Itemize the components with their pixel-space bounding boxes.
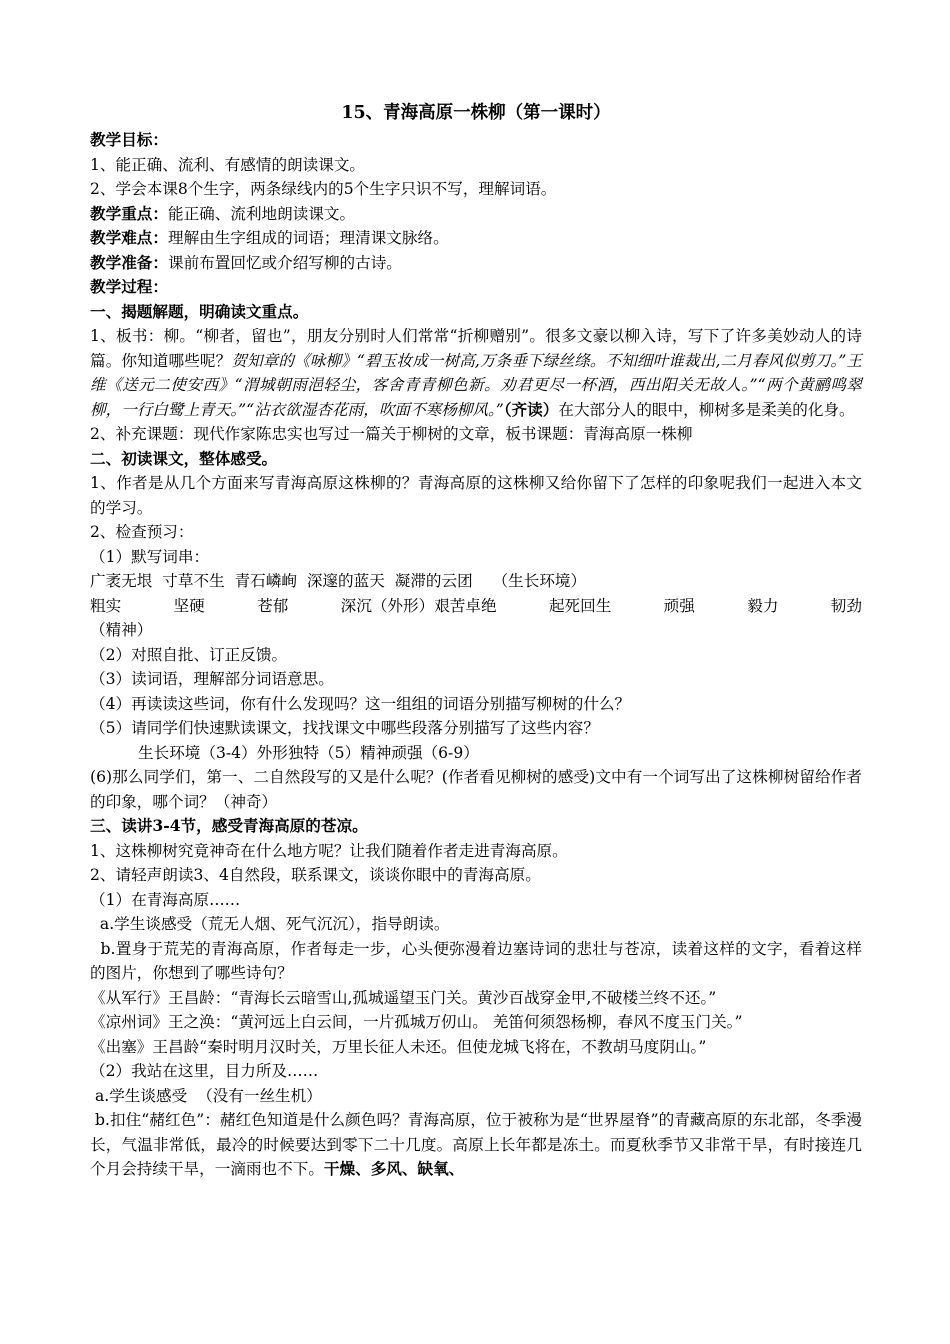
section-1-paragraph-1 — [90, 324, 862, 422]
document-title: 15、青海高原一株柳（第一课时） — [341, 103, 611, 123]
word-item: 粗实 — [90, 596, 122, 615]
s1-qidu: （齐读） — [503, 399, 559, 419]
word-item: 坚硬 — [173, 596, 205, 615]
s3-sub-2-b-text: b.扣住“赭红色”：赭红色知道是什么颜色吗？青海高原，位于被称为是“世界屋脊”的青藏高原的东北部，冬季漫长，气温非常低，最冷的时候要达到零下二十几度。高原上长年都是冻土。而夏秋季节又非常干旱，有时接连几个月会持续干旱，一滴雨也不下。 — [90, 1111, 862, 1178]
s1-p1-end: 在大部分人的眼中，柳树多是柔美的化身。 — [558, 400, 855, 419]
prep-label: 教学准备： — [90, 252, 168, 272]
diff-label: 教学难点： — [90, 228, 168, 247]
s2-sub-1: （1）默写词串： — [90, 547, 210, 566]
key-point — [90, 202, 862, 227]
goal-1: 1、能正确、流利、有感情的朗读课文。 — [90, 155, 366, 174]
s3-sub-1: （1）在青海高原…… — [90, 890, 241, 909]
s2-sub-5: （5）请同学们快速默读课文，找找课文中哪些段落分别描写了这些内容？ — [90, 719, 599, 737]
word-item: 起死回生 — [548, 596, 612, 615]
s2-sub-5-answer: 生长环境（3-4）外形独特（5）精神顽强（6-9） — [138, 743, 479, 762]
poem-3: 《出塞》王昌龄“秦时明月汉时关，万里长征人未还。但使龙城飞将在，不教胡马度阴山。” — [90, 1037, 707, 1056]
words-row-2 — [90, 594, 862, 619]
diff-text: 理解由生字组成的词语；理清课文脉络。 — [167, 229, 449, 247]
s3-sub-1-a: a.学生谈感受（荒无人烟、死气沉沉），指导朗读。 — [90, 915, 450, 933]
s2-sub-3: （3）读词语，理解部分词语意思。 — [90, 670, 334, 688]
document-page — [90, 100, 862, 1182]
poem-2: 《凉州词》王之涣：“黄河远上白云间，一片孤城万仞山。 羌笛何须怨杨柳，春风不度玉门关。” — [90, 1013, 743, 1031]
poem-1: 《从军行》王昌龄：“青海长云暗雪山,孤城遥望玉门关。黄沙百战穿金甲,不破楼兰终不还。” — [90, 988, 717, 1007]
goal-2: 2、学会本课8个生字，两条绿线内的5个生字只识不写，理解词语。 — [90, 180, 557, 198]
s3-sub-2: （2）我站在这里，目力所及…… — [90, 1062, 319, 1080]
s2-sub-6: (6)那么同学们，第一、二自然段写的又是什么呢？(作者看见柳树的感受)文中有一个词写出了这株柳树留给作者的印象，哪个词？（神奇） — [90, 768, 862, 811]
prep-text: 课前布置回忆或介绍写柳的古诗。 — [167, 253, 402, 272]
words-row-2-tail: （精神） — [90, 621, 153, 639]
s1-poems: 贺知章的《咏柳》“碧玉妆成一树高,万条垂下绿丝绦。不知细叶谁裁出,二月春风似剪刀。”王维《送元二使安西》“渭城朝雨浥轻尘，客舍青青柳色新。劝君更尽一杯酒，西出阳关无故人。”“两个黄鹂鸣翠柳，一行白鹭上青天。”“沾衣欲湿杏花雨，吹面不寒杨柳风。” — [90, 351, 862, 419]
section-3-paragraph-1: 1、这株柳树究竟神奇在什么地方呢？让我们随着作者走进青海高原。 — [90, 841, 568, 860]
goals-heading — [90, 128, 862, 153]
section-2-paragraph-1: 1、作者是从几个方面来写青海高原这株柳的？青海高原的这株柳又给你留下了怎样的印象呢我们一起进入本文的学习。 — [90, 474, 862, 517]
word-item: 苍郁 — [257, 596, 289, 615]
key-label: 教学重点： — [90, 203, 168, 223]
s3-sub-2-a: a.学生谈感受 （没有一丝生机） — [90, 1086, 322, 1105]
word-item: 毅力 — [747, 596, 779, 615]
s3-sub-2-b — [90, 1108, 862, 1182]
word-item: 深沉（外形）艰苦卓绝 — [340, 596, 497, 615]
section-2-title: 二、初读课文，整体感受。 — [90, 448, 278, 468]
key-text: 能正确、流利地朗读课文。 — [167, 204, 356, 223]
difficulty — [90, 226, 862, 251]
section-3-title: 三、读讲3-4节，感受青海高原的苍凉。 — [90, 816, 368, 835]
preparation — [90, 251, 862, 276]
s2-sub-4: （4）再读读这些词，你有什么发现吗？这一组组的词语分别描写柳树的什么？ — [90, 694, 631, 713]
s1-p1-text: 1、板书：柳。“柳者，留也”，朋友分别时人们常常“折柳赠别”。很多文豪以柳入诗，写下了许多美妙动人的诗篇。你知道哪些呢？ — [90, 327, 862, 370]
s3-sub-2-b-bold: 干燥、多风、缺氧、 — [323, 1159, 465, 1178]
word-item: 韧劲 — [830, 596, 862, 615]
words-row-1: 广袤无垠 寸草不生 青石嶙峋 深邃的蓝天 凝滞的云团 （生长环境） — [90, 572, 587, 590]
word-item: 顽强 — [663, 596, 695, 615]
goals-label: 教学目标： — [90, 130, 168, 149]
s3-sub-1-b: b.置身于荒芜的青海高原，作者每走一步，心头便弥漫着边塞诗词的悲壮与苍凉，读着这样的文字，看着这样的图片，你想到了哪些诗句？ — [90, 939, 862, 982]
s2-sub-2: （2）对照自批、订正反馈。 — [90, 645, 288, 664]
section-2-paragraph-2: 2、检查预习： — [90, 523, 194, 541]
section-1-paragraph-2: 2、补充课题：现代作家陈忠实也写过一篇关于柳树的文章，板书课题：青海高原一株柳 — [90, 425, 693, 443]
process-heading: 教学过程： — [90, 277, 168, 296]
section-3-paragraph-2: 2、请轻声朗读3、4自然段，联系课文，谈谈你眼中的青海高原。 — [90, 866, 541, 884]
section-1-title: 一、揭题解题，明确读文重点。 — [90, 301, 309, 321]
